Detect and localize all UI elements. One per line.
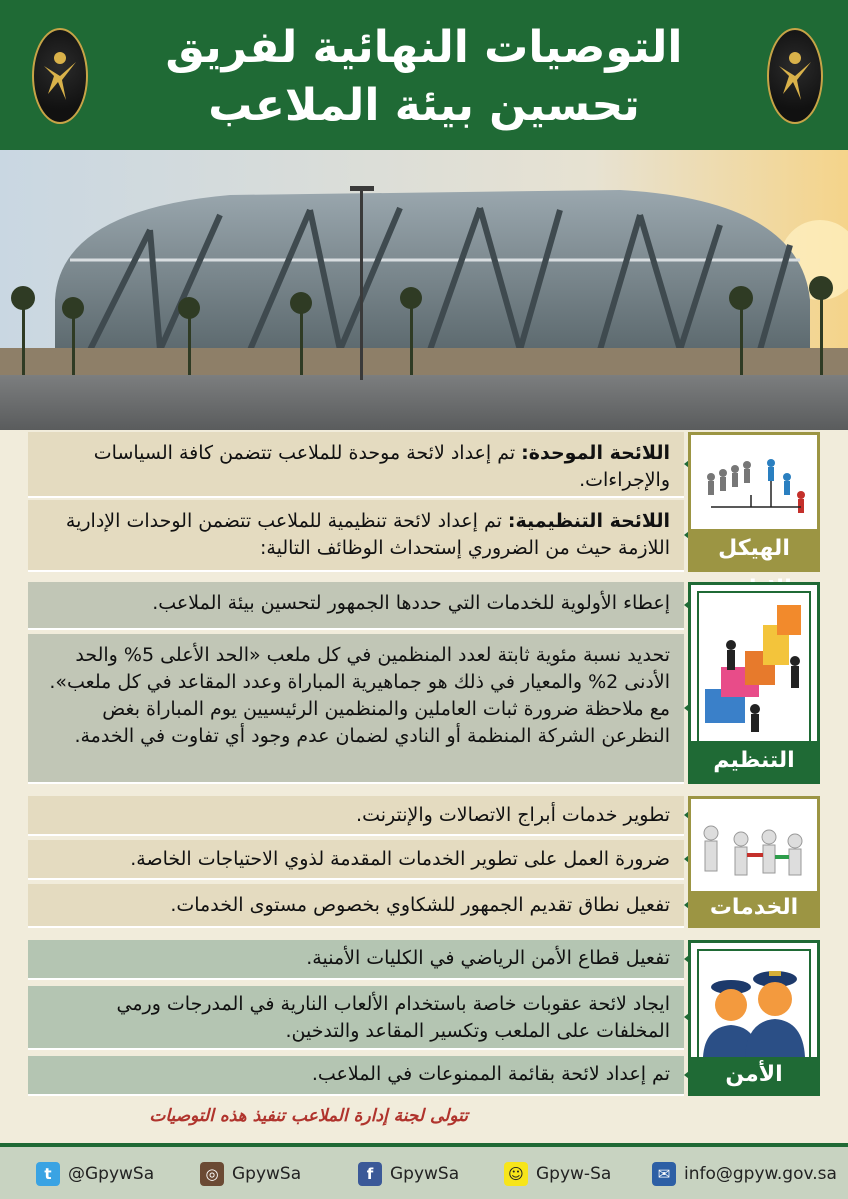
item-text: ضرورة العمل على تطوير الخدمات المقدمة لذوي الاحتياجات الخاصة.	[130, 848, 670, 870]
security-panel	[688, 940, 820, 1096]
twitter-link[interactable]	[36, 1162, 154, 1186]
page-title-line2: تحسين بيئة الملاعب	[208, 80, 640, 131]
item-text: تم إعداد لائحة بقائمة الممنوعات في الملاعب.	[311, 1063, 670, 1085]
instagram-icon: ◎	[200, 1162, 224, 1186]
item-text: تم إعداد لائحة تنظيمية للملاعب تتضمن الوحدات الإدارية اللازمة حيث من الضروري إستحداث الوظائف التالية:	[65, 510, 670, 559]
item-text: تفعيل نطاق تقديم الجمهور للشكاوي بخصوص مستوى الخدمات.	[170, 894, 670, 916]
stadium-photo	[0, 150, 848, 430]
item-text: تحديد نسبة مئوية ثابتة لعدد المنظمين في كل ملعب «الحد الأعلى 5% والحد الأدنى 2% والمعيار في ذلك هو جماهيرية المباراة وعدد المقاعد في كل ملعب». مع ملاحظة ضرورة ثبات العاملين والمنظمين الرئيسيين يوم المباراة بغض النظرعن الشركة المنظمة أو النادي لضمان عدم وجود أي تفاوت في الخدمة.	[49, 644, 670, 747]
services-item	[28, 884, 684, 928]
admin-panel-label: الهيكل	[691, 529, 817, 569]
security-item	[28, 986, 684, 1050]
item-text: إعطاء الأولوية للخدمات التي حددها الجمهور لتحسين بيئة الملاعب.	[152, 592, 670, 614]
org-chart-icon	[691, 437, 817, 531]
email-address: info@gpyw.gov.sa	[684, 1164, 837, 1184]
admin-item-unified-regulation	[28, 432, 684, 498]
item-heading: اللائحة الموحدة:	[521, 442, 670, 464]
item-heading: اللائحة التنظيمية:	[507, 510, 670, 532]
organization-item	[28, 582, 684, 630]
item-text: تفعيل قطاع الأمن الرياضي في الكليات الأمنية.	[306, 947, 670, 969]
admin-panel	[688, 432, 820, 572]
social-footer	[0, 1143, 848, 1199]
instagram-link[interactable]	[200, 1162, 301, 1186]
item-text: تم إعداد لائحة موحدة للملاعب تتضمن كافة السياسات والإجراءات.	[93, 442, 670, 491]
admin-item-organizational-regulation	[28, 500, 684, 572]
services-panel	[688, 796, 820, 928]
footer-note: تتولى لجنة إدارة الملاعب تنفيذ هذه التوصيات	[149, 1106, 468, 1126]
security-item	[28, 1056, 684, 1096]
snapchat-handle: Gpyw-Sa	[536, 1164, 612, 1184]
organization-item	[28, 634, 684, 784]
instagram-handle: GpywSa	[232, 1164, 302, 1184]
services-item	[28, 796, 684, 836]
facebook-handle: GpywSa	[390, 1164, 460, 1184]
building-blocks-icon	[691, 591, 817, 741]
email-link[interactable]	[652, 1162, 837, 1186]
workers-icon	[691, 803, 817, 891]
twitter-handle: @GpywSa	[68, 1164, 155, 1184]
page-title-line1: التوصيات النهائية لفريق	[165, 22, 683, 73]
facebook-link[interactable]	[358, 1162, 459, 1186]
security-item	[28, 940, 684, 980]
police-officers-icon	[691, 957, 817, 1067]
header-banner	[0, 0, 848, 150]
security-panel-label: الأمن	[691, 1057, 817, 1093]
snapchat-link[interactable]	[504, 1162, 611, 1186]
services-panel-label: الخدمات	[691, 891, 817, 925]
facebook-icon: f	[358, 1162, 382, 1186]
item-text: تطوير خدمات أبراج الاتصالات والإنترنت.	[356, 804, 670, 826]
twitter-icon: t	[36, 1162, 60, 1186]
email-icon: ✉	[652, 1162, 676, 1186]
snapchat-icon: ☺	[504, 1162, 528, 1186]
services-item	[28, 840, 684, 880]
item-text: ايجاد لائحة عقوبات خاصة باستخدام الألعاب النارية في المدرجات ورمي المخلفات على الملعب وتكسير المقاعد والتدخين.	[116, 993, 670, 1042]
organization-panel-label: التنظيم	[691, 741, 817, 781]
organization-panel	[688, 582, 820, 784]
